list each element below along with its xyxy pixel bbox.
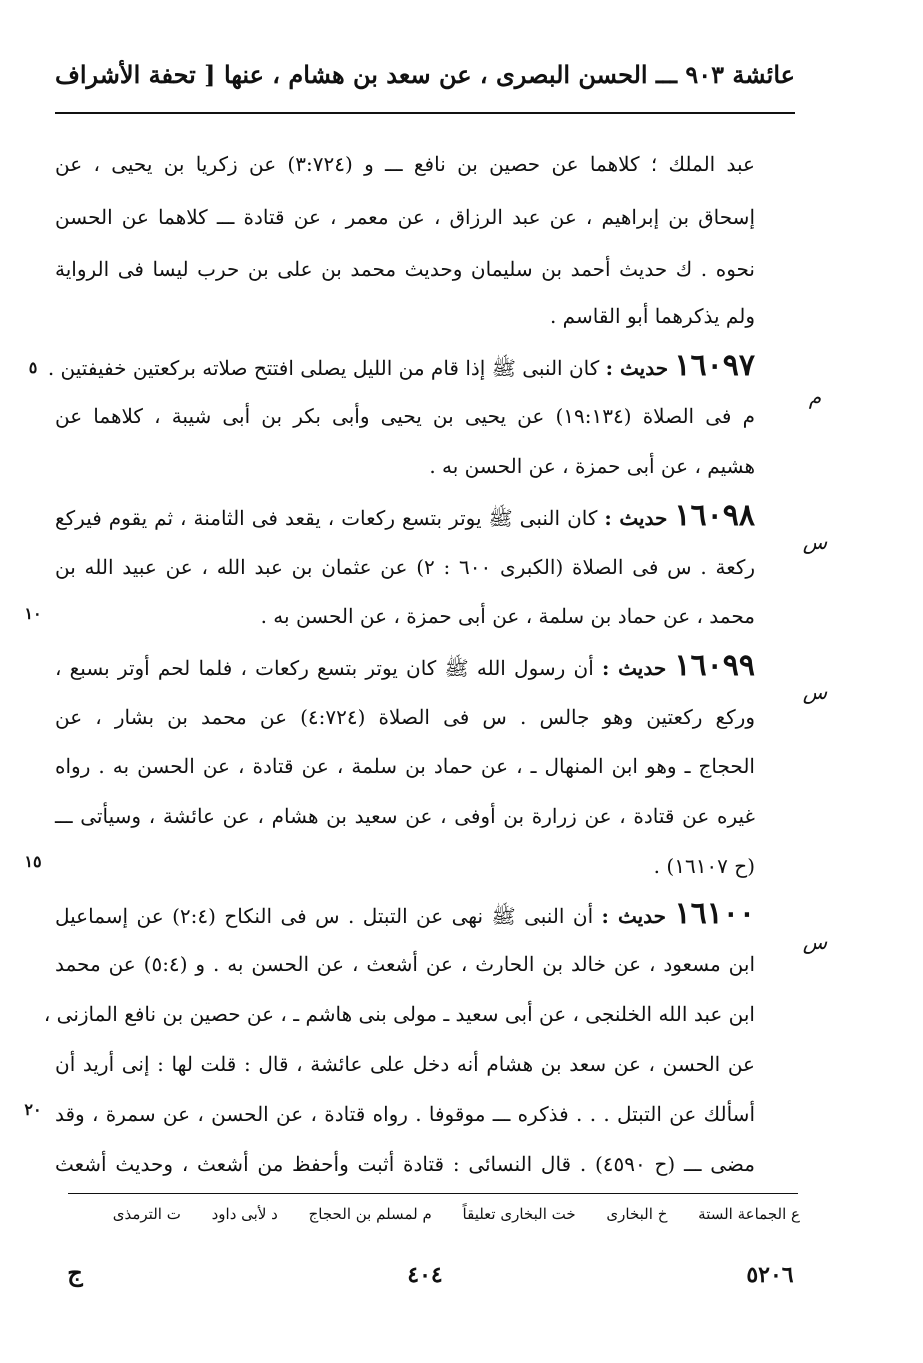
header-title: عائشة ٩٠٣ ـــ الحسن البصرى ، عن سعد بن هشام ، عنها <box>224 60 795 89</box>
sigla-legend <box>60 1205 800 1223</box>
legend-item: خت البخارى تعليقاً <box>462 1205 576 1223</box>
line-number: ١٠ <box>24 604 42 623</box>
text-line: غيره عن قتادة ، عن زرارة بن أوفى ، عن سعيد بن هشام ، عن عائشة ، وسيأتى ـــ <box>55 804 755 828</box>
text-line: هشيم ، عن أبى حمزة ، عن الحسن به . <box>429 454 755 478</box>
text-line: مضى ـــ (ح ٤٥٩٠) . قال النسائى : قتادة أثبت وأحفظ من أشعث ، وحديث أشعث <box>55 1152 755 1176</box>
text-line: (ح ١٦١٠٧) . <box>653 854 755 878</box>
text-line: م فى الصلاة (١٩:١٣٤) عن يحيى بن يحيى وأبى بكر بن أبى شيبة ، كلاهما عن <box>55 404 755 428</box>
hadith-number: ١٦٠٩٩ <box>674 648 755 683</box>
header-book-title: [ تحفة الأشراف <box>55 60 216 89</box>
hadith-line: ١٦٠٩٩ حديث : أن رسول الله ﷺ كان يوتر بتسع ركعات ، فلما لحم أوتر بسبع ، <box>55 648 755 683</box>
text-line: إسحاق بن إبراهيم ، عن عبد الرزاق ، عن معمر ، عن قتادة ـــ كلاهما عن الحسن <box>55 205 755 229</box>
text-line: ابن مسعود ، عن خالد بن الحارث ، عن أشعث ، عن الحسن به . و (٥:٤) عن محمد <box>55 952 756 976</box>
running-header <box>55 60 795 104</box>
text-line: وركع ركعتين وهو جالس . س فى الصلاة (٤:٧٢٤) عن محمد بن بشار ، عن <box>55 705 755 729</box>
text-line: ابن عبد الله الخلنجى ، عن أبى سعيد ـ مولى بنى هاشم ـ ، عن حصين بن نافع المازنى ، <box>43 1002 755 1026</box>
hadith-line: ١٦٠٩٧ حديث : كان النبى ﷺ إذا قام من الليل يصلى افتتح صلاته بركعتين خفيفتين . <box>47 348 755 383</box>
volume-reference: ٥٢٠٦ <box>746 1262 794 1288</box>
text-line: ولم يذكرهما أبو القاسم . <box>549 304 755 328</box>
legend-item: د لأبى داود <box>211 1205 278 1223</box>
text-line: نحوه . ك حديث أحمد بن سليمان وحديث محمد بن على بن حرب ليسا فى الرواية <box>55 257 755 281</box>
legend-item: ع الجماعة الستة <box>698 1205 800 1223</box>
hadith-label: حديث : <box>604 506 668 530</box>
hadith-label: حديث : <box>601 904 667 928</box>
line-number: ٥ <box>28 358 38 377</box>
hadith-label: حديث : <box>605 356 669 380</box>
legend-item: ت الترمذى <box>112 1205 181 1223</box>
margin-siglum: س <box>802 930 828 954</box>
margin-siglum: م <box>808 385 822 409</box>
text-line: محمد ، عن حماد بن سلمة ، عن أبى حمزة ، عن الحسن به . <box>260 604 755 628</box>
text-line: الحجاج ـ وهو ابن المنهال ـ ، عن حماد بن سلمة ، عن قتادة ، عن الحسن به . رواه <box>55 754 755 778</box>
hadith-label: حديث : <box>601 656 667 680</box>
text-line: أسألك عن التبتل . . . فذكره ـــ موقوفا . رواه قتادة ، عن الحسن ، عن سمرة ، وقد <box>55 1102 755 1126</box>
footer-rule <box>68 1193 798 1194</box>
hadith-number: ١٦٠٩٨ <box>674 498 755 533</box>
text-line: ركعة . س فى الصلاة (الكبرى ٦٠٠ : ٢) عن عثمان بن عبد الله ، عن عبيد الله بن <box>55 555 756 579</box>
margin-siglum: س <box>802 530 828 554</box>
hadith-number: ١٦٠٩٧ <box>674 348 755 383</box>
signature-mark: ج <box>67 1258 83 1287</box>
text-line: عن الحسن ، عن سعد بن هشام أنه دخل على عائشة ، قال : قلت لها : إنى أريد أن <box>55 1052 755 1076</box>
text-line: عبد الملك ؛ كلاهما عن حصين بن نافع ـــ و (٣:٧٢٤) عن زكريا بن يحيى ، عن <box>55 152 755 176</box>
legend-item: خ البخارى <box>606 1205 668 1223</box>
hadith-line: ١٦٠٩٨ حديث : كان النبى ﷺ يوتر بتسع ركعات ، يقعد فى الثامنة ، ثم يقوم فيركع <box>55 498 755 533</box>
margin-siglum: س <box>802 680 828 704</box>
line-number: ١٥ <box>24 852 42 871</box>
hadith-number: ١٦١٠٠ <box>674 896 756 931</box>
legend-item: م لمسلم بن الحجاج <box>308 1205 432 1223</box>
hadith-line: ١٦١٠٠ حديث : أن النبى ﷺ نهى عن التبتل . س فى النكاح (٢:٤) عن إسماعيل <box>55 896 756 931</box>
header-rule <box>55 112 795 114</box>
page-number: ٤٠٤ <box>407 1262 443 1288</box>
line-number: ٢٠ <box>24 1100 42 1119</box>
